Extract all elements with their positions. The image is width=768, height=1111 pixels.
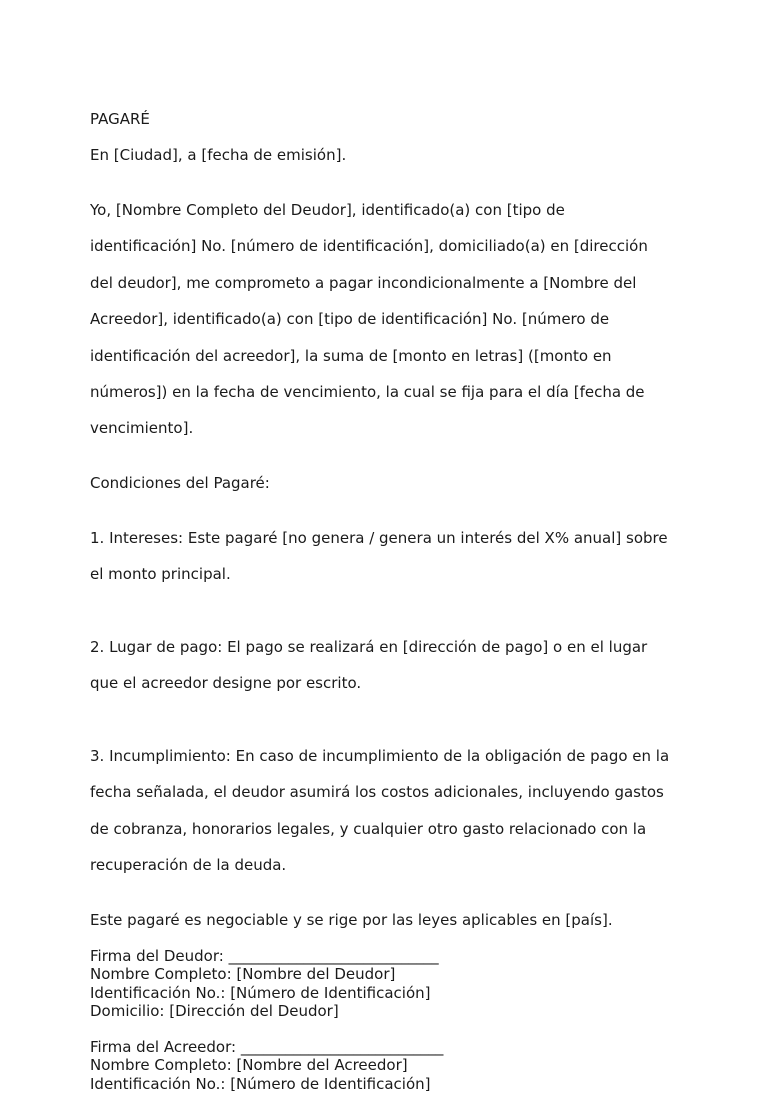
main-clause-line: del deudor], me comprometo a pagar incondicionalmente a [Nombre del [90,273,637,292]
condition-payment-place [90,620,690,711]
main-clause-line: vencimiento]. [90,419,194,438]
creditor-id: Identificación No.: [Número de Identificación] [90,1074,431,1093]
negotiable-statement: Este pagaré es negociable y se rige por las leyes aplicables en [país]. [90,910,613,929]
main-clause-line: identificación] No. [número de identificación], domiciliado(a) en [dirección [90,237,648,256]
debtor-id: Identificación No.: [Número de Identificación] [90,983,431,1002]
condition-line: 2. Lugar de pago: El pago se realizará en [dirección de pago] o en el lugar [90,637,648,656]
debtor-signature-line: Firma del Deudor: ____________________________ [90,947,439,966]
conditions-heading: Condiciones del Pagaré: [90,474,270,493]
condition-line: 1. Intereses: Este pagaré [no genera / genera un interés del X% anual] sobre [90,528,668,547]
main-clause-line: números]) en la fecha de vencimiento, la cual se fija para el día [fecha de [90,383,645,402]
main-clause [90,183,690,456]
condition-interest [90,510,690,601]
document-page [90,110,690,1111]
place-date-line: En [Ciudad], a [fecha de emisión]. [90,146,347,165]
condition-line: de cobranza, honorarios legales, y cualquier otro gasto relacionado con la [90,819,647,838]
main-clause-line: Yo, [Nombre Completo del Deudor], identificado(a) con [tipo de [90,200,565,219]
condition-line: el monto principal. [90,565,231,584]
condition-line: recuperación de la deuda. [90,856,287,875]
creditor-name: Nombre Completo: [Nombre del Acreedor] [90,1056,408,1075]
debtor-name: Nombre Completo: [Nombre del Deudor] [90,965,396,984]
condition-line: fecha señalada, el deudor asumirá los costos adicionales, incluyendo gastos [90,783,664,802]
condition-line: 3. Incumplimiento: En caso de incumplimiento de la obligación de pago en la [90,747,670,766]
condition-line: que el acreedor designe por escrito. [90,674,362,693]
debtor-address: Domicilio: [Dirección del Deudor] [90,1001,339,1020]
condition-default [90,729,690,893]
debtor-signature-block [90,947,690,1020]
creditor-signature-block [90,1038,690,1093]
creditor-signature-line: Firma del Acreedor: ___________________________ [90,1038,444,1057]
main-clause-line: identificación del acreedor], la suma de [monto en letras] ([monto en [90,346,612,365]
main-clause-line: Acreedor], identificado(a) con [tipo de identificación] No. [número de [90,310,610,329]
document-title: PAGARÉ [90,110,150,128]
